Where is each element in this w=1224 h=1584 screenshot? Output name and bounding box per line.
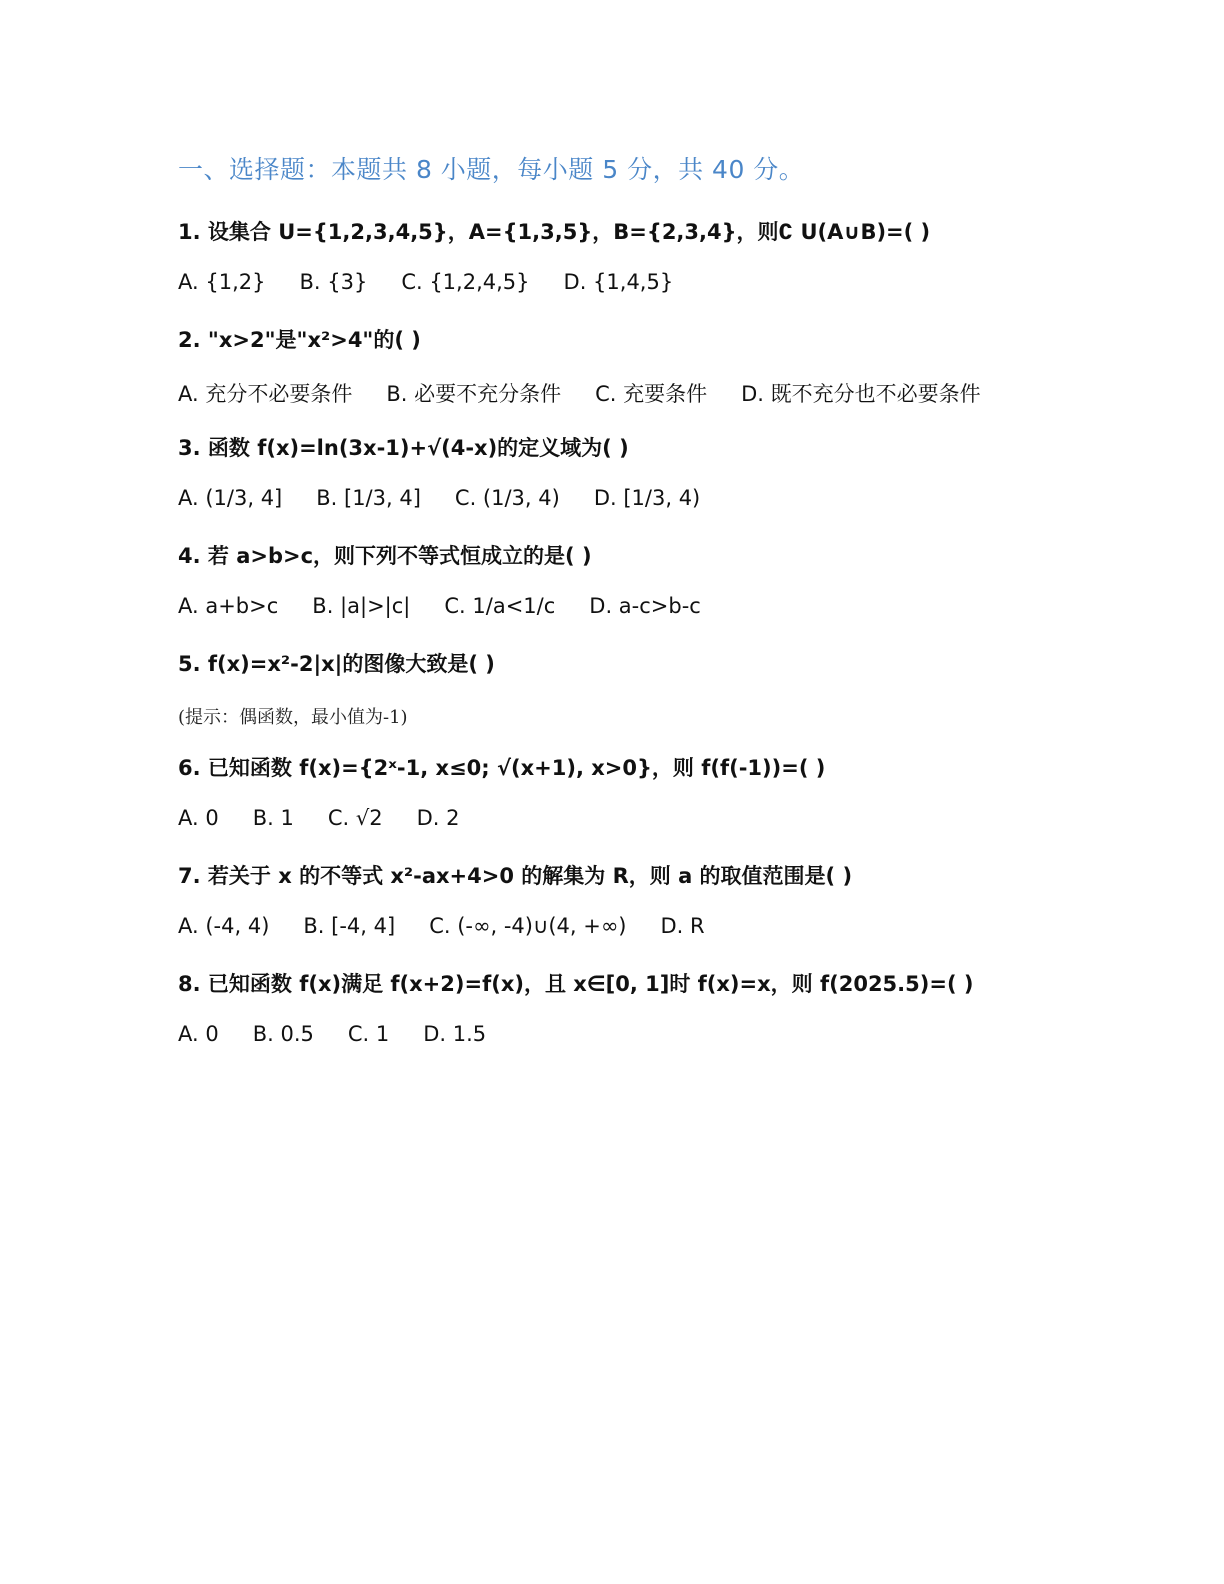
choices-6 [178,806,494,830]
question-5: 5. f(x)=x²-2|x|的图像大致是( ) [178,652,495,676]
choice-c: C. 1 [347,1022,390,1046]
choice-c: C. 充要条件 [595,382,708,406]
choice-b: B. [1/3, 4] [316,486,421,510]
choices-3 [178,486,734,510]
choice-a: A. {1,2} [178,270,266,294]
choice-b: B. 0.5 [252,1022,314,1046]
choice-a: A. (-4, 4) [178,914,270,938]
question-6: 6. 已知函数 f(x)={2ˣ-1, x≤0; √(x+1), x>0}，则 f(f(-1))=( ) [178,756,826,780]
choice-d: D. {1,4,5} [563,270,674,294]
choice-d: D. R [660,914,705,938]
choice-a: A. 0 [178,1022,219,1046]
question-5-hint: (提示：偶函数，最小值为-1) [178,707,408,728]
choice-a: A. a+b>c [178,594,279,618]
choice-b: B. [-4, 4] [303,914,396,938]
question-1: 1. 设集合 U={1,2,3,4,5}，A={1,3,5}，B={2,3,4}，则∁ U(A∪B)=( ) [178,220,931,244]
choices-4 [178,594,735,618]
question-7: 7. 若关于 x 的不等式 x²-ax+4>0 的解集为 R，则 a 的取值范围是( ) [178,864,853,888]
choice-b: B. {3} [299,270,368,294]
choice-d: D. a-c>b-c [589,594,701,618]
choices-8 [178,1022,520,1046]
choice-d: D. 2 [416,806,460,830]
question-4: 4. 若 a>b>c，则下列不等式恒成立的是( ) [178,544,592,568]
choice-c: C. (1/3, 4) [454,486,560,510]
choice-c: C. 1/a<1/c [444,594,556,618]
choice-b: B. 1 [252,806,294,830]
question-8: 8. 已知函数 f(x)满足 f(x+2)=f(x)，且 x∈[0, 1]时 f(x)=x，则 f(2025.5)=( ) [178,972,974,996]
choice-b: B. 必要不充分条件 [386,382,562,406]
choice-a: A. 充分不必要条件 [178,382,353,406]
choice-d: D. [1/3, 4) [593,486,701,510]
choice-c: C. (-∞, -4)∪(4, +∞) [429,914,627,938]
choice-b: B. |a|>|c| [312,594,411,618]
choice-c: C. √2 [327,806,383,830]
question-3: 3. 函数 f(x)=ln(3x-1)+√(4-x)的定义域为( ) [178,436,629,460]
choices-1 [178,270,707,294]
choice-a: A. (1/3, 4] [178,486,283,510]
choices-7 [178,914,739,938]
section-title: 一、选择题：本题共 8 小题，每小题 5 分，共 40 分。 [178,155,805,184]
choices-2 [178,378,1015,408]
choice-d: D. 1.5 [423,1022,487,1046]
choice-d: D. 既不充分也不必要条件 [741,382,981,406]
choice-c: C. {1,2,4,5} [401,270,530,294]
question-2: 2. "x>2"是"x²>4"的( ) [178,328,421,352]
choice-a: A. 0 [178,806,219,830]
